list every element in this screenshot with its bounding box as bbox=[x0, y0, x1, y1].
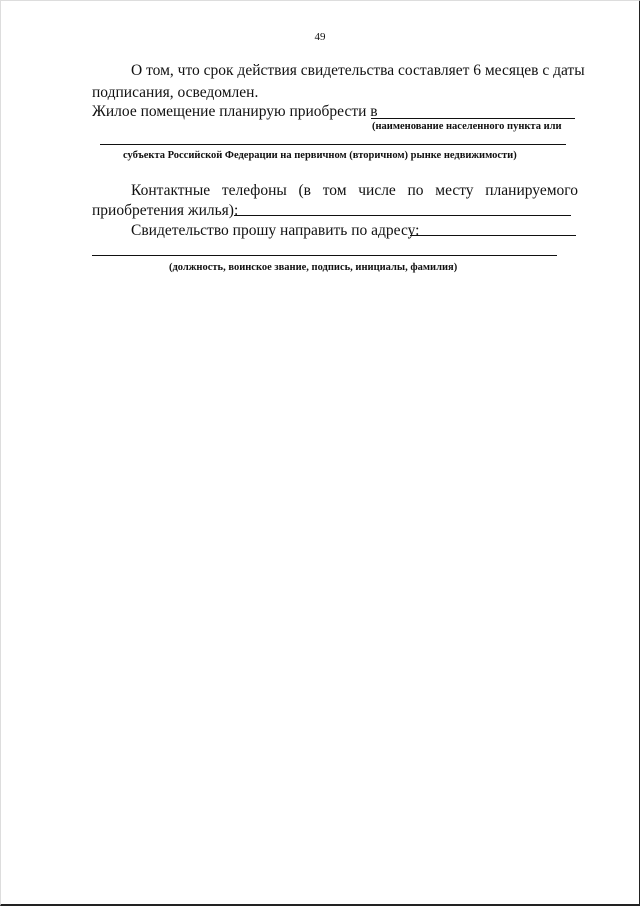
housing-caption-1: (наименование населенного пункта или bbox=[372, 121, 562, 132]
housing-caption-2: субъекта Российской Федерации на первичном (вторичном) рынке недвижимости) bbox=[123, 150, 517, 161]
housing-location-field[interactable] bbox=[371, 118, 575, 119]
phones-label: приобретения жилья): bbox=[92, 202, 239, 219]
signature-line[interactable] bbox=[92, 255, 557, 256]
phones-line-1: Контактные телефоны (в том числе по месту планируемого bbox=[131, 182, 578, 199]
validity-line-1: О том, что срок действия свидетельства составляет 6 месяцев с даты bbox=[131, 62, 585, 79]
address-label: Свидетельство прошу направить по адресу: bbox=[131, 222, 420, 239]
validity-line-2: подписания, осведомлен. bbox=[92, 84, 259, 101]
address-field[interactable] bbox=[410, 235, 576, 236]
phones-field[interactable] bbox=[234, 215, 571, 216]
signature-caption: (должность, воинское звание, подпись, инициалы, фамилия) bbox=[169, 262, 458, 273]
housing-region-field[interactable] bbox=[100, 144, 566, 145]
page-number: 49 bbox=[314, 31, 326, 43]
housing-label: Жилое помещение планирую приобрести в bbox=[92, 103, 378, 120]
